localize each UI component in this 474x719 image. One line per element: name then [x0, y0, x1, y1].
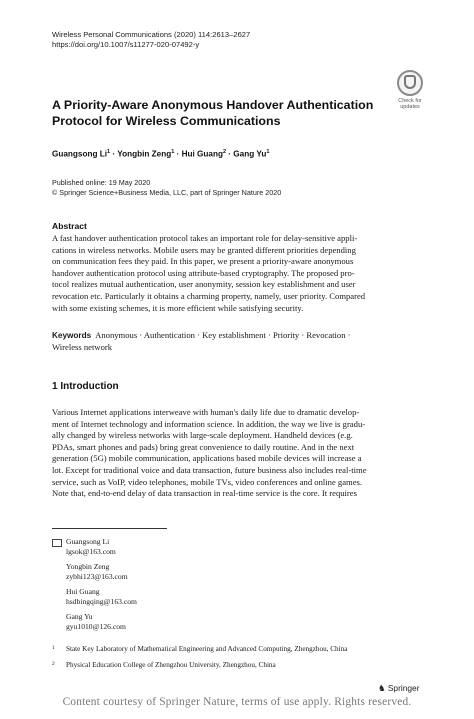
- abstract-line: cations in wireless networks. Mobile users may be granted different priorities depending: [52, 244, 356, 255]
- keywords-line2: Wireless network: [52, 341, 113, 352]
- journal-header: [52, 30, 250, 50]
- keywords: [52, 330, 424, 353]
- affiliation-text: State Key Laboratory of Mathematical Engineering and Advanced Computing, Zhengzhou, China: [66, 645, 348, 653]
- contact-entry: [66, 537, 116, 557]
- check-for-updates-badge[interactable]: [393, 70, 427, 110]
- publisher-logo: [378, 683, 420, 693]
- abstract-line: A fast handover authentication protocol takes an important role for delay-sensitive appli-: [52, 233, 358, 243]
- abstract-line: on communication fees they paid. In this paper, we present a priority-aware anonymous: [52, 256, 354, 267]
- contact-entry: [66, 562, 128, 582]
- intro-line: generation (5G) mobile communication, applications based mobile devices will increase a: [52, 453, 362, 464]
- abstract-line: handover authentication protocol using attribute-based cryptography. The proposed pro-: [52, 267, 355, 278]
- introduction-body: [52, 407, 424, 500]
- contact-email-link[interactable]: zybhi123@163.com: [66, 572, 128, 581]
- author-name[interactable]: Hui Guang: [181, 149, 223, 159]
- author-affiliation-mark: 1: [171, 149, 175, 155]
- intro-line: service, such as VoIP, video telephones, mobile TVs, video conferences and online games.: [52, 476, 363, 487]
- courtesy-notice: Content courtesy of Springer Nature, terms of use apply. Rights reserved.: [62, 696, 412, 708]
- abstract-line: revocation etc. Particularly it obtains a charming property, namely, user priority. Compared: [52, 290, 366, 301]
- check-for-updates-icon: [397, 70, 423, 96]
- intro-line: ment of Internet technology and information science. In addition, the way we live is gradu-: [52, 418, 366, 429]
- contact-name: Yongbin Zeng: [66, 562, 110, 571]
- keywords-line1: Anonymous · Authentication · Key establishment · Priority · Revocation ·: [95, 330, 351, 340]
- paper-title: [52, 97, 382, 129]
- affiliation-1: [52, 643, 347, 654]
- publication-info: [52, 178, 281, 198]
- affiliation-number: 2: [52, 661, 55, 667]
- affiliation-text: Physical Education College of Zhengzhou University, Zhengzhou, China: [66, 661, 276, 669]
- author-name[interactable]: Yongbin Zeng: [117, 149, 172, 159]
- section-heading-introduction: 1 Introduction: [52, 381, 119, 392]
- abstract-heading: Abstract: [52, 221, 87, 231]
- contact-entry: [66, 587, 137, 607]
- author-list: Guangsong $Li^1$ · Yongbin Zeng$^1$ · Hui Guang$^2$ · Gang Yu$^1$: [52, 149, 270, 159]
- copyright-notice: © Springer Science+Business Media, LLC, part of Springer Nature 2020: [52, 188, 282, 197]
- footnote-divider: [52, 528, 167, 529]
- badge-line2: updates: [400, 104, 420, 110]
- intro-line: Various Internet applications interweave with human's daily life due to dramatic develop-: [52, 407, 360, 417]
- intro-line: Note that, end-to-end delay of data transaction in real-time service is the core. It requires: [52, 488, 357, 499]
- publisher-name: Springer: [387, 683, 420, 693]
- author-contacts: [52, 537, 252, 637]
- author-affiliation-mark: 1: [107, 149, 111, 155]
- author-affiliation-mark: 1: [266, 149, 270, 155]
- intro-line: ally changed by wireless networks with large-scale deployment. Handheld devices (e.g.: [52, 430, 353, 441]
- abstract-line: with some existing schemes, it is more efficient while satisfying security.: [52, 302, 304, 313]
- contact-name: Gang Yu: [66, 612, 93, 621]
- contact-email-link[interactable]: hsdbingqing@163.com: [66, 597, 137, 606]
- journal-citation: Wireless Personal Communications (2020) 114:2613–2627: [52, 30, 251, 39]
- contact-email-link[interactable]: lgsok@163.com: [66, 547, 116, 556]
- author-name[interactable]: Guangsong Li: [52, 149, 108, 159]
- affiliation-2: [52, 659, 276, 670]
- envelope-icon: [52, 539, 62, 547]
- keywords-label: Keywords: [52, 331, 92, 340]
- intro-line: PDAs, smart phones and pads) bring great convenience to daily routine. And in the next: [52, 441, 355, 452]
- abstract-line: tocol realizes mutual authentication, user anonymity, session key establishment and user: [52, 279, 356, 290]
- published-date: Published online: 19 May 2020: [52, 178, 151, 187]
- contact-name: Guangsong Li: [66, 537, 110, 546]
- doi-link[interactable]: https://doi.org/10.1007/s11277-020-07492-y: [52, 40, 200, 49]
- contact-name: Hui Guang: [66, 587, 100, 596]
- intro-line: lot. Except for traditional voice and data transaction, future business also includes real-time: [52, 464, 367, 475]
- abstract-body: [52, 233, 424, 314]
- contact-entry: [66, 612, 126, 632]
- springer-horse-icon: ♞: [378, 683, 386, 693]
- author-affiliation-mark: 2: [222, 149, 227, 155]
- author-name[interactable]: Gang Yu: [233, 149, 267, 159]
- contact-email-link[interactable]: gyu1010@126.com: [66, 622, 126, 631]
- affiliation-number: 1: [52, 645, 55, 651]
- title-line1: A Priority-Aware Anonymous Handover Authentication: [52, 98, 374, 112]
- title-line2: Protocol for Wireless Communications: [52, 114, 281, 128]
- badge-line1: Check for: [398, 98, 422, 104]
